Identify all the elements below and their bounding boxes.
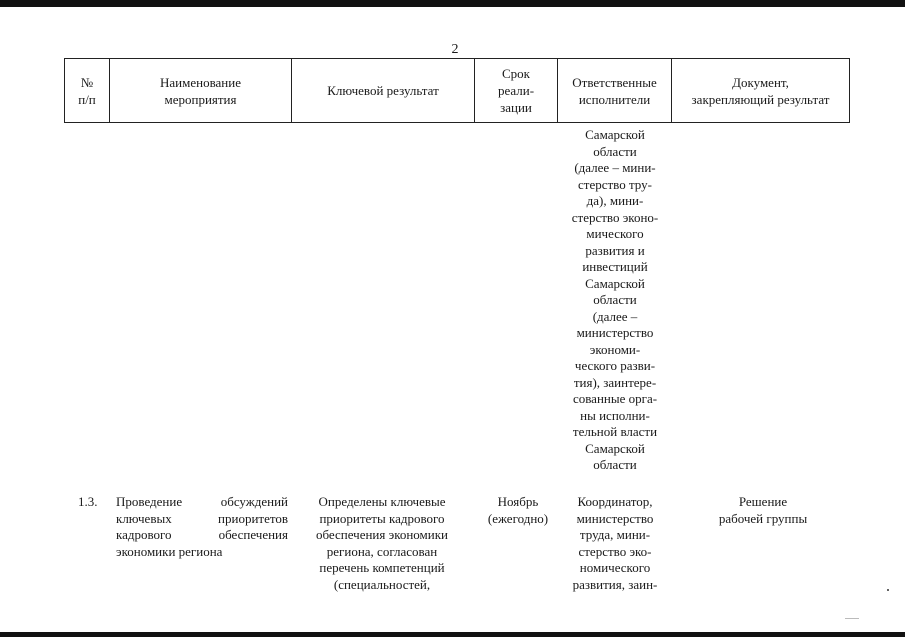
- header-num: № п/п: [65, 59, 110, 123]
- scan-speck: [887, 589, 889, 591]
- bottom-border: [0, 632, 905, 637]
- header-document: Документ, закрепляющий результат: [672, 59, 850, 123]
- row-number: 1.3.: [78, 494, 98, 509]
- row-name-cell: Проведение обсуждений ключевых приоритетов кадрового обеспечения экономики региона: [116, 494, 288, 559]
- scan-mark: [845, 618, 859, 619]
- top-border: [0, 0, 905, 7]
- row-result-cell: Определены ключевые приоритеты кадрового обеспечения экономики региона, согласован перечень компетенций (специальностей,: [315, 494, 449, 592]
- header-result: Ключевой результат: [292, 59, 475, 123]
- header-responsible: Ответственные исполнители: [558, 59, 672, 123]
- row-term-cell: Ноябрь (ежегодно): [487, 494, 549, 526]
- table-header: [64, 58, 850, 123]
- row-document-cell: Решение рабочей группы: [718, 494, 808, 526]
- page-number: 2: [451, 42, 459, 57]
- header-term: Срок реали- зации: [475, 59, 558, 123]
- row-responsible-cell: Координатор, министерство труда, мини- стерство эко- номического развития, заин-: [572, 494, 658, 592]
- continued-responsible-cell: Самарской области (далее – мини- стерство тру- да), мини- стерство эконо- мического развития и инвестиций Самарской области (далее – министерство экономи- ческого разви- тия), заинтере- сованные орга- ны исполни- тельной власти Самарской области: [571, 127, 659, 472]
- header-name: Наименование мероприятия: [110, 59, 292, 123]
